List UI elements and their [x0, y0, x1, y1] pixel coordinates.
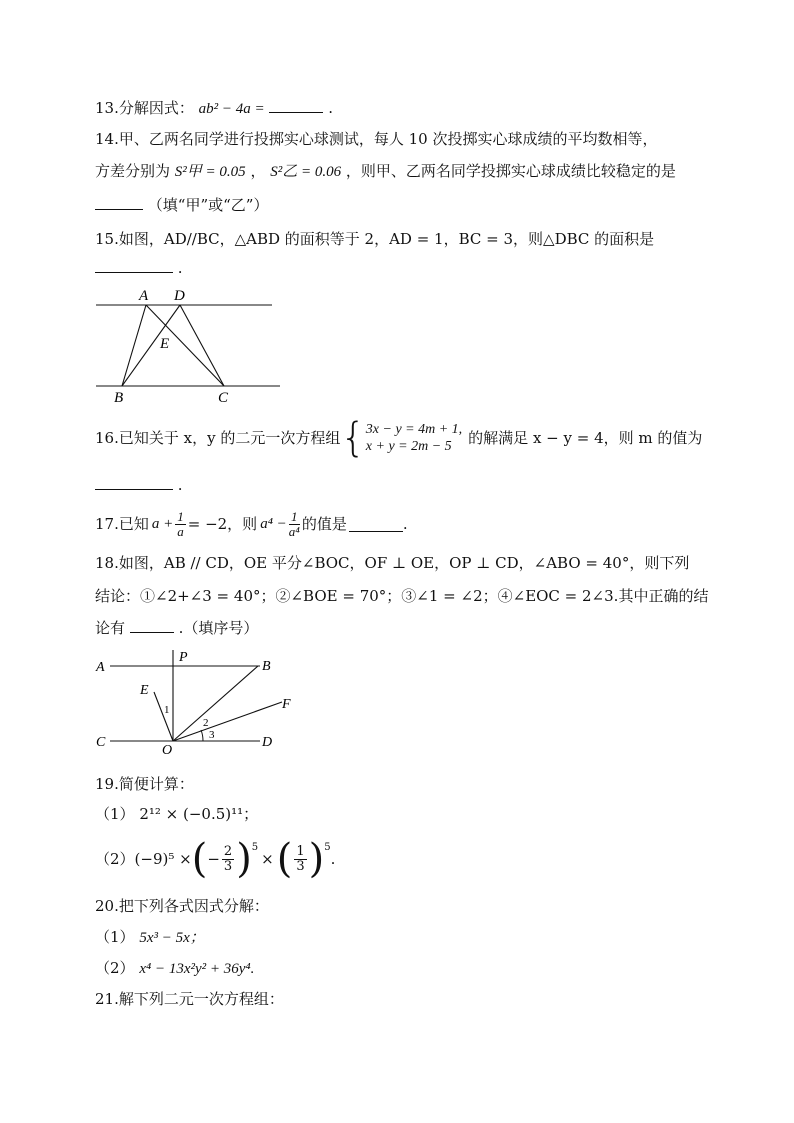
- q18-answer-blank[interactable]: [130, 618, 174, 633]
- q19-p2-frac2-den: 3: [296, 858, 305, 874]
- q19-part-2: [95, 834, 335, 884]
- q18-ray-OE: [154, 692, 173, 741]
- q18-angle-2: 2: [203, 717, 209, 729]
- q15-line1: 15.如图，AD//BC，△ABD 的面积等于 2，AD = 1，BC = 3，则△DBC 的面积是: [95, 230, 655, 248]
- q18-prefix: 论有: [95, 619, 126, 637]
- q19-p2-paren-open-2: (: [276, 836, 293, 882]
- q18-angle-arc: [201, 730, 203, 741]
- q19-title: 19.简便计算：: [95, 775, 194, 793]
- q20-p2-expression: x⁴ − 13x²y² + 36y⁴.: [139, 961, 255, 977]
- q19-p2-fraction-2: [294, 845, 306, 874]
- q19-p2-exp-1: 5: [251, 842, 259, 853]
- q20-title: 20.把下列各式因式分解：: [95, 897, 269, 915]
- q20-part-1: [95, 927, 205, 948]
- question-13: [95, 98, 333, 119]
- q19-p2-frac1-den: 3: [223, 858, 233, 874]
- q18-line1: 18.如图，AB // CD，OE 平分∠BOC，OF ⊥ OE，OP ⊥ CD，∠ABO = 40°，则下列: [95, 554, 690, 572]
- q17-a: a +: [151, 516, 174, 532]
- q14-variance-jia: S²甲 = 0.05: [174, 164, 246, 180]
- q19-p2-paren-open-1: (: [191, 836, 208, 882]
- q14-line3: [95, 195, 268, 215]
- q16-equation-1: 3x − y = 4m + 1,: [365, 422, 463, 437]
- q14-question: ，则甲、乙两名同学投掷实心球成绩比较稳定的是: [345, 162, 676, 180]
- q16-line1: [95, 416, 702, 460]
- q18-figure: [90, 644, 305, 759]
- question-17: [95, 506, 408, 542]
- q18-angle-3: 3: [209, 729, 215, 741]
- q13-answer-blank[interactable]: [269, 98, 323, 113]
- q15-label-E: E: [160, 336, 170, 352]
- q18-line3: [95, 618, 258, 638]
- q21-title: 21.解下列二元一次方程组：: [95, 990, 284, 1008]
- q15-answer-blank[interactable]: [95, 258, 173, 273]
- q17-fraction: [175, 510, 186, 539]
- q20-p1-expression: 5x³ − 5x；: [139, 930, 205, 946]
- q15-line2: [95, 258, 183, 278]
- q19-p2-exp-2: 5: [324, 842, 331, 853]
- q15-end: .: [177, 259, 183, 277]
- q16-suffix: 的解满足 x − y = 4，则 m 的值为: [468, 429, 703, 447]
- q19-p2-period: .: [330, 850, 336, 868]
- q18-label-D: D: [262, 735, 273, 750]
- q15-seg-DB: [122, 305, 180, 386]
- q16-brace: {: [340, 415, 366, 461]
- q14-hint: （填“甲”或“乙”）: [147, 196, 269, 214]
- q17-answer-blank[interactable]: [349, 517, 403, 532]
- q17-fraction-den: a: [177, 523, 184, 539]
- q20-p1-label: （1）: [95, 928, 135, 946]
- q19-part-1: [95, 804, 258, 824]
- q15-seg-DC: [180, 305, 224, 386]
- q16-equation-2: x + y = 2m − 5: [365, 439, 452, 454]
- q18-hint: .（填序号）: [178, 619, 259, 637]
- q18-label-E: E: [140, 683, 149, 698]
- q19-p2-frac2-num: 1: [296, 843, 305, 859]
- q18-ray-OB: [173, 666, 258, 741]
- q19-p1-expression: 2¹² × (−0.5)¹¹；: [139, 805, 259, 823]
- q16-answer-blank[interactable]: [95, 475, 173, 490]
- q19-p2-fraction-1: [222, 845, 234, 874]
- q18-label-A: A: [96, 660, 105, 675]
- q13-prefix: 13.分解因式：: [95, 99, 194, 117]
- q17-fraction2-den: a⁴: [288, 523, 300, 539]
- q14-variance-yi: S²乙 = 0.06: [270, 164, 342, 180]
- q16-system: [366, 421, 462, 455]
- q15-seg-AB: [122, 305, 146, 386]
- q18-angle-1: 1: [164, 704, 170, 716]
- q14-separator: ，: [250, 162, 266, 180]
- q13-suffix: .: [328, 99, 333, 117]
- q18-label-B: B: [262, 659, 271, 674]
- q14-line2: [95, 161, 676, 182]
- q17-suffix: 的值是: [301, 515, 347, 533]
- q17-equals: = −2，则: [187, 515, 258, 533]
- q17-end: .: [402, 515, 408, 533]
- q19-p2-term: (−9)⁵ ×: [134, 850, 192, 868]
- q17-fraction-num: 1: [177, 508, 184, 524]
- q18-label-F: F: [282, 697, 291, 712]
- q19-p2-times: ×: [261, 850, 274, 868]
- q17-prefix: 17.已知: [95, 515, 149, 533]
- q14-line1: 14.甲、乙两名同学进行投掷实心球测试，每人 10 次投掷实心球成绩的平均数相等，: [95, 130, 658, 148]
- q19-p2-frac1-num: 2: [223, 843, 233, 859]
- q19-p2-paren-close-1: ): [236, 836, 252, 882]
- q16-end: .: [177, 476, 183, 494]
- q15-label-C: C: [218, 390, 229, 406]
- q20-p2-label: （2）: [95, 959, 135, 977]
- q17-a4: a⁴ −: [260, 516, 287, 532]
- q15-label-D: D: [174, 288, 185, 304]
- q15-seg-AC: [146, 305, 224, 386]
- q15-label-A: A: [139, 288, 149, 304]
- q17-fraction2-num: 1: [291, 508, 298, 524]
- q19-p2-paren-close-2: ): [308, 836, 325, 882]
- q19-p1-label: （1）: [95, 805, 135, 823]
- q14-answer-blank[interactable]: [95, 195, 143, 210]
- q15-figure: [90, 282, 290, 407]
- q13-expression: ab² − 4a =: [198, 101, 265, 117]
- q19-p2-minus: −: [207, 850, 220, 868]
- q18-label-C: C: [96, 735, 106, 750]
- q17-fraction-2: [289, 510, 300, 539]
- q19-p2-label: （2）: [95, 850, 135, 868]
- q18-label-P: P: [179, 650, 188, 665]
- q15-label-B: B: [114, 390, 124, 406]
- q16-prefix: 16.已知关于 x，y 的二元一次方程组: [95, 429, 341, 447]
- q20-part-2: [95, 958, 254, 979]
- q18-line2: 结论：①∠2+∠3 = 40°；②∠BOE = 70°；③∠1 = ∠2；④∠EOC = 2∠3.其中正确的结: [95, 587, 709, 605]
- q14-variance-label: 方差分别为: [95, 162, 171, 180]
- q18-label-O: O: [162, 743, 173, 758]
- q16-line2: [95, 475, 183, 495]
